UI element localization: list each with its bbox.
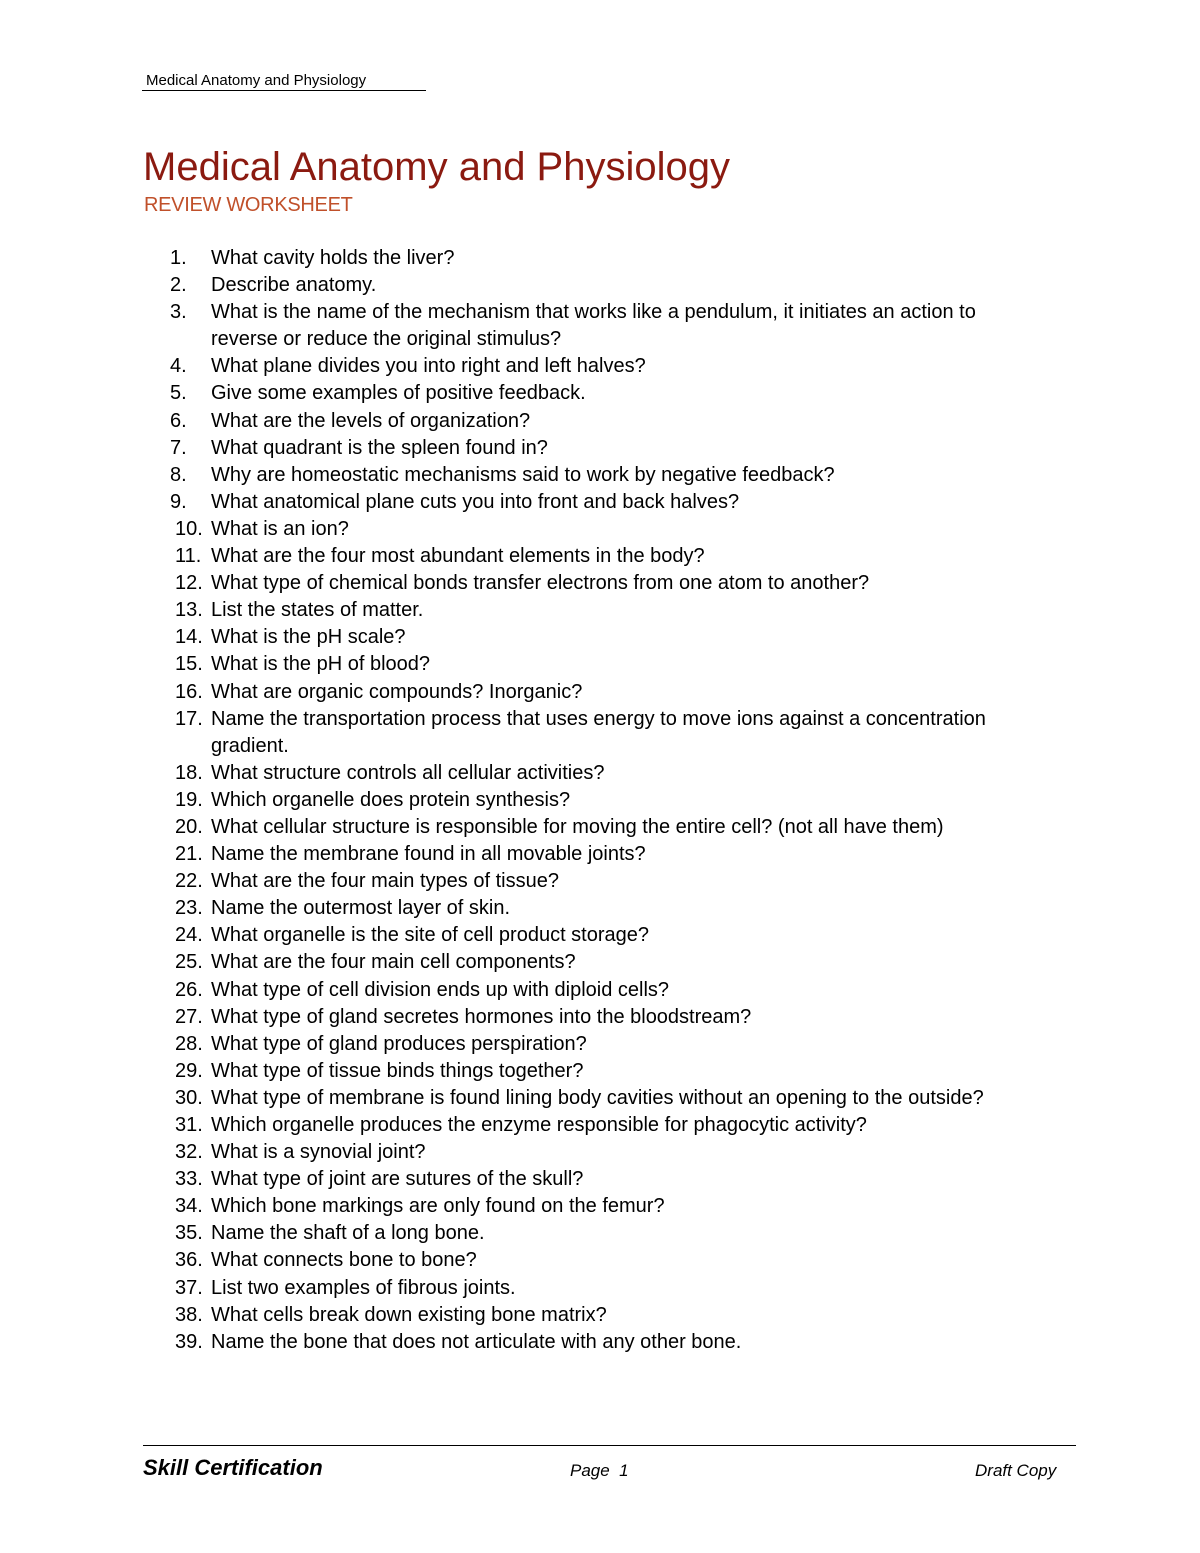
question-text: What quadrant is the spleen found in? xyxy=(211,436,548,459)
question-item xyxy=(170,922,1040,949)
question-number: 32. xyxy=(175,1141,203,1164)
question-number: 8. xyxy=(170,463,187,486)
question-text: What type of cell division ends up with diploid cells? xyxy=(211,978,670,1001)
question-item xyxy=(170,624,1040,651)
question-item xyxy=(170,1329,1040,1356)
question-item xyxy=(170,245,1040,272)
question-item xyxy=(170,1139,1040,1166)
question-item xyxy=(170,1085,1040,1112)
question-text: Name the transportation process that uses energy to move ions against a concentration gradient. xyxy=(211,707,986,757)
question-item xyxy=(170,299,1040,353)
question-text: What anatomical plane cuts you into front and back halves? xyxy=(211,490,740,513)
question-item xyxy=(170,1220,1040,1247)
question-text: Name the outermost layer of skin. xyxy=(211,897,511,920)
question-text: What are the four most abundant elements in the body? xyxy=(211,545,705,568)
running-header xyxy=(142,72,426,91)
question-item xyxy=(170,543,1040,570)
question-number: 5. xyxy=(170,382,187,405)
question-number: 16. xyxy=(175,680,203,703)
question-item xyxy=(170,1004,1040,1031)
question-text: List the states of matter. xyxy=(211,599,424,622)
question-text: Give some examples of positive feedback. xyxy=(211,382,586,405)
question-number: 19. xyxy=(175,788,203,811)
question-text: Describe anatomy. xyxy=(211,274,377,297)
question-item xyxy=(170,353,1040,380)
question-number: 9. xyxy=(170,490,187,513)
question-item xyxy=(170,841,1040,868)
question-number: 28. xyxy=(175,1032,203,1055)
question-item xyxy=(170,1302,1040,1329)
question-number: 1. xyxy=(170,247,187,269)
question-number: 3. xyxy=(170,301,187,324)
question-item xyxy=(170,949,1040,976)
question-text: Which organelle does protein synthesis? xyxy=(211,788,571,811)
question-text: Name the membrane found in all movable joints? xyxy=(211,843,646,866)
question-text: What is an ion? xyxy=(211,517,349,540)
question-number: 39. xyxy=(175,1330,203,1353)
question-number: 11. xyxy=(175,545,202,568)
question-text: Name the shaft of a long bone. xyxy=(211,1222,485,1245)
question-text: What cavity holds the liver? xyxy=(211,247,455,269)
question-item xyxy=(170,272,1040,299)
question-item xyxy=(170,1247,1040,1274)
question-text: Name the bone that does not articulate with any other bone. xyxy=(211,1330,742,1353)
question-number: 7. xyxy=(170,436,187,459)
question-number: 26. xyxy=(175,978,203,1001)
question-text: What type of tissue binds things together? xyxy=(211,1059,584,1082)
question-number: 29. xyxy=(175,1059,203,1082)
question-number: 30. xyxy=(175,1086,203,1109)
question-number: 6. xyxy=(170,409,187,432)
question-item xyxy=(170,408,1040,435)
document-subtitle: REVIEW WORKSHEET xyxy=(144,194,353,216)
question-number: 21. xyxy=(175,843,203,866)
question-item xyxy=(170,760,1040,787)
question-text: What type of gland secretes hormones into the bloodstream? xyxy=(211,1005,752,1028)
question-item xyxy=(170,489,1040,516)
running-header-title: Medical Anatomy and Physiology xyxy=(146,72,367,89)
question-text: What are the levels of organization? xyxy=(211,409,531,432)
question-text: What organelle is the site of cell product storage? xyxy=(211,924,650,947)
question-item xyxy=(170,516,1040,543)
question-text: What structure controls all cellular activities? xyxy=(211,761,605,784)
question-number: 33. xyxy=(175,1168,203,1191)
question-item xyxy=(170,651,1040,678)
question-number: 17. xyxy=(175,707,203,730)
question-number: 15. xyxy=(175,653,203,676)
question-item xyxy=(170,1112,1040,1139)
question-number: 35. xyxy=(175,1222,203,1245)
question-text: What is the pH scale? xyxy=(211,626,406,649)
question-number: 25. xyxy=(175,951,203,974)
question-number: 38. xyxy=(175,1303,203,1326)
question-text: What cellular structure is responsible for moving the entire cell? (not all have them) xyxy=(211,815,944,838)
question-text: Which bone markings are only found on the femur? xyxy=(211,1195,665,1218)
footer-page-number: Page 1 xyxy=(570,1461,629,1480)
question-item xyxy=(170,895,1040,922)
footer-right-label: Draft Copy xyxy=(975,1461,1057,1480)
question-text: What are organic compounds? Inorganic? xyxy=(211,680,583,703)
question-text: List two examples of fibrous joints. xyxy=(211,1276,516,1299)
question-item xyxy=(170,1058,1040,1085)
question-number: 37. xyxy=(175,1276,203,1299)
question-item xyxy=(170,787,1040,814)
question-item xyxy=(170,977,1040,1004)
question-item xyxy=(170,1031,1040,1058)
question-text: What connects bone to bone? xyxy=(211,1249,477,1272)
question-number: 22. xyxy=(175,870,203,893)
question-item xyxy=(170,706,1040,760)
question-item xyxy=(170,1166,1040,1193)
question-text: What is a synovial joint? xyxy=(211,1141,426,1164)
question-text: What are the four main cell components? xyxy=(211,951,576,974)
question-item xyxy=(170,570,1040,597)
question-number: 14. xyxy=(175,626,203,649)
question-text: What type of joint are sutures of the skull? xyxy=(211,1168,584,1191)
footer-divider xyxy=(143,1445,1076,1446)
question-text: What cells break down existing bone matrix? xyxy=(211,1303,607,1326)
question-number: 4. xyxy=(170,355,187,378)
question-number: 20. xyxy=(175,815,203,838)
footer-left-label: Skill Certification xyxy=(143,1455,323,1480)
question-item xyxy=(170,462,1040,489)
question-text: Why are homeostatic mechanisms said to work by negative feedback? xyxy=(211,463,835,486)
question-item xyxy=(170,435,1040,462)
question-number: 36. xyxy=(175,1249,203,1272)
question-number: 34. xyxy=(175,1195,203,1218)
question-text: What type of gland produces perspiration? xyxy=(211,1032,587,1055)
question-item xyxy=(170,380,1040,407)
question-number: 2. xyxy=(170,274,187,297)
question-text: What is the pH of blood? xyxy=(211,653,431,676)
question-item xyxy=(170,597,1040,624)
question-text: What type of chemical bonds transfer electrons from one atom to another? xyxy=(211,572,870,595)
question-text: What is the name of the mechanism that works like a pendulum, it initiates an action to reverse or reduce the original stimulus? xyxy=(211,301,976,351)
question-item xyxy=(170,1193,1040,1220)
question-number: 31. xyxy=(175,1114,203,1136)
question-text: Which organelle produces the enzyme responsible for phagocytic activity? xyxy=(211,1114,867,1136)
document-title: Medical Anatomy and Physiology xyxy=(143,145,730,189)
question-item xyxy=(170,868,1040,895)
question-text: What type of membrane is found lining body cavities without an opening to the outside? xyxy=(211,1086,984,1109)
question-number: 12. xyxy=(175,572,203,595)
question-text: What plane divides you into right and left halves? xyxy=(211,355,646,378)
question-number: 27. xyxy=(175,1005,203,1028)
question-item xyxy=(170,814,1040,841)
question-text: What are the four main types of tissue? xyxy=(211,870,559,893)
question-number: 10. xyxy=(175,517,203,540)
question-item xyxy=(170,679,1040,706)
question-item xyxy=(170,1275,1040,1302)
question-number: 23. xyxy=(175,897,203,920)
question-number: 24. xyxy=(175,924,203,947)
question-number: 13. xyxy=(175,599,203,622)
question-list xyxy=(170,245,1040,1356)
question-number: 18. xyxy=(175,761,203,784)
